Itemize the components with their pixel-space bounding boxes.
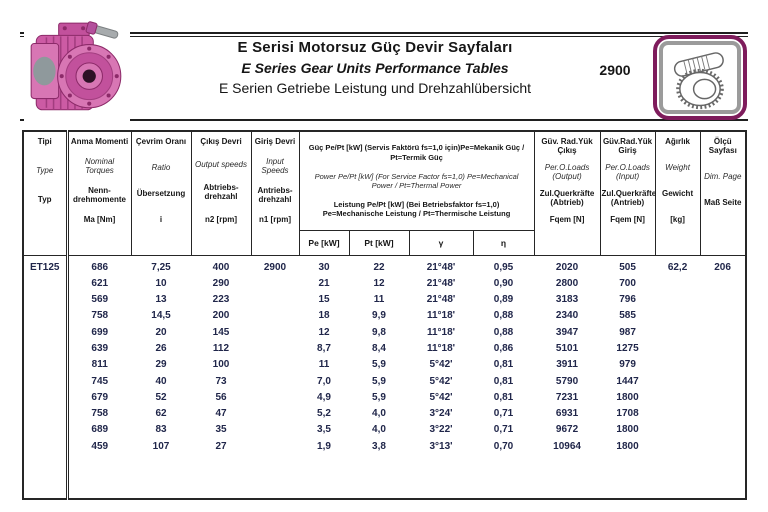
cell-n1 (251, 422, 299, 438)
cell-eta: 0,88 (493, 326, 514, 338)
cell-page (700, 325, 746, 341)
cell-eta: 0,90 (493, 277, 514, 289)
cell-type (23, 455, 67, 499)
cell-ma: 686 (91, 261, 109, 273)
worm-gear-icon (659, 41, 741, 114)
cell-page (700, 390, 746, 406)
col-header-power-group: Güç Pe/Pt [kW] (Servis Faktörü fs=1,0 için)Pe=Mekanik Güç / Pt=Termik Güç Power Pe/Pt [kW] (For Service Factor fs=1,0) Pe=Mechanical Power / Pt=Thermal Power Leistung Pe/Pt [kW] (Bei Betriebsfaktor fs=1,0) Pe=Mechanische Leistung / Pt=Thermische Leistung (299, 131, 534, 231)
cell-fq_in: 1800 (616, 391, 639, 403)
cell-pe: 11 (318, 359, 330, 371)
cell-i: 14,5 (151, 310, 171, 322)
page-title-german: E Serien Getriebe Leistung und Drehzahlübersicht (218, 80, 532, 96)
cell-i: 107 (152, 440, 170, 452)
cell-kg (655, 325, 700, 341)
cell-n2: 112 (212, 342, 230, 354)
cell-n1 (251, 406, 299, 422)
cell-page: 206 (714, 261, 731, 273)
cell-n2: 100 (212, 359, 230, 371)
cell-kg (655, 276, 700, 292)
cell-ma: 639 (91, 342, 109, 354)
cell-n2: 400 (212, 261, 230, 273)
cell-type (23, 341, 67, 357)
col-header-gamma: γ (409, 231, 473, 256)
cell-gamma: 5°42' (429, 391, 453, 403)
worm-gearbox-photo (24, 14, 130, 122)
cell-fq_out: 2340 (555, 310, 579, 322)
cell-pt: 22 (373, 261, 385, 273)
cell-kg (655, 406, 700, 422)
cell-ma: 811 (91, 359, 108, 371)
cell-n1 (251, 374, 299, 390)
col-header-torque: Anma Momenti Nominal Torques Nenn-drehmomente Ma [Nm] (67, 131, 131, 256)
cell-pe (299, 455, 349, 499)
cell-ma: 758 (91, 408, 109, 420)
cell-gamma: 11°18' (426, 310, 456, 322)
cell-pt (349, 455, 409, 499)
cell-n1 (251, 325, 299, 341)
cell-n2: 290 (212, 277, 230, 289)
cell-n2 (191, 455, 251, 499)
cell-type (23, 325, 67, 341)
cell-n2: 56 (215, 391, 227, 403)
cell-n1 (251, 341, 299, 357)
cell-n1 (251, 308, 299, 324)
cell-i: 83 (155, 424, 167, 436)
cell-page (700, 439, 746, 455)
cell-pt: 3,8 (372, 440, 386, 452)
cell-fq_out (534, 455, 600, 499)
cell-kg (655, 292, 700, 308)
table-row (23, 308, 746, 324)
cell-pt: 11 (373, 294, 385, 306)
cell-gamma: 21°48' (426, 277, 456, 289)
worm-gear-badge (653, 35, 747, 120)
cell-fq_out: 7231 (555, 391, 579, 403)
cell-kg (655, 308, 700, 324)
cell-n1 (251, 276, 299, 292)
cell-fq_in: 1275 (616, 342, 639, 354)
cell-ma: 758 (91, 310, 109, 322)
cell-pe: 30 (318, 261, 330, 273)
cell-type (23, 406, 67, 422)
cell-page (700, 357, 746, 373)
cell-i: 29 (155, 359, 167, 371)
cell-n2: 200 (212, 310, 230, 322)
cell-fq_out: 5101 (555, 342, 579, 354)
cell-kg: 62,2 (667, 261, 688, 273)
cell-eta: 0,70 (493, 440, 514, 452)
cell-i: 52 (155, 391, 167, 403)
cell-fq_in: 987 (619, 326, 636, 338)
table-header (23, 131, 746, 256)
cell-ma: 745 (91, 375, 109, 387)
table-row (23, 260, 746, 276)
cell-kg (655, 357, 700, 373)
cell-kg (655, 455, 700, 499)
cell-fq_out: 3911 (556, 359, 578, 371)
page-title-english: E Series Gear Units Performance Tables (241, 60, 509, 76)
cell-kg (655, 439, 700, 455)
cell-pt: 4,0 (372, 424, 386, 436)
cell-fq_in: 700 (619, 277, 636, 289)
cell-fq_out: 6931 (555, 408, 579, 420)
cell-type (23, 357, 67, 373)
cell-ma (67, 455, 131, 499)
cell-pt: 12 (373, 277, 385, 289)
table-filler-row (23, 455, 746, 499)
col-header-eta: η (473, 231, 534, 256)
cell-gamma (409, 455, 473, 499)
cell-i (131, 455, 191, 499)
cell-i: 7,25 (151, 261, 171, 273)
cell-gamma: 3°22' (429, 424, 453, 436)
cell-gamma: 3°13' (429, 440, 453, 452)
cell-gamma: 21°48' (426, 261, 456, 273)
cell-eta: 0,71 (493, 424, 514, 436)
col-header-ratio: Çevrim Oranı Ratio Übersetzung i (131, 131, 191, 256)
cell-eta: 0,81 (493, 375, 514, 387)
table-row (23, 276, 746, 292)
cell-kg (655, 341, 700, 357)
cell-page (700, 406, 746, 422)
col-header-pt: Pt [kW] (349, 231, 409, 256)
cell-eta: 0,89 (493, 294, 514, 306)
cell-pt: 4,0 (372, 408, 386, 420)
page-title-turkish: E Serisi Motorsuz Güç Devir Sayfaları (237, 39, 513, 56)
cell-kg (655, 422, 700, 438)
col-header-pe: Pe [kW] (299, 231, 349, 256)
col-header-radial-load-output: Güv. Rad.Yük Çıkış Per.O.Loads (Output) Zul.Querkräfte (Abtrieb) Fqem [N] (534, 131, 600, 256)
cell-gamma: 21°48' (426, 294, 456, 306)
cell-n2: 35 (215, 424, 227, 436)
col-header-radial-load-input: Güv.Rad.Yük Giriş Per.O.Loads (Input) Zul.Querkräfte (Antrieb) Fqem [N] (600, 131, 655, 256)
cell-pe: 21 (318, 277, 330, 289)
cell-eta: 0,95 (493, 261, 514, 273)
cell-page (700, 422, 746, 438)
cell-page (700, 455, 746, 499)
cell-ma: 689 (91, 424, 109, 436)
cell-pe: 18 (318, 310, 330, 322)
cell-eta: 0,81 (493, 359, 514, 371)
cell-type (23, 439, 67, 455)
cell-pe: 1,9 (317, 440, 331, 452)
cell-pe: 7,0 (317, 375, 331, 387)
cell-ma: 621 (91, 277, 109, 289)
cell-type (23, 422, 67, 438)
cell-n2: 47 (215, 408, 227, 420)
cell-fq_in: 505 (619, 261, 636, 273)
cell-pt: 9,8 (372, 326, 386, 338)
table-row (23, 325, 746, 341)
cell-n1 (251, 439, 299, 455)
col-header-output-speed: Çıkış Devri Output speeds Abtriebs-drehzahl n2 [rpm] (191, 131, 251, 256)
cell-fq_out: 5790 (555, 375, 579, 387)
cell-pt: 9,9 (372, 310, 386, 322)
table-row (23, 390, 746, 406)
table-body (23, 256, 746, 500)
cell-n2: 73 (215, 375, 227, 387)
cell-type: ET125 (23, 260, 67, 276)
cell-page (700, 292, 746, 308)
cell-i: 13 (155, 294, 167, 306)
cell-type (23, 390, 67, 406)
cell-pt: 5,9 (372, 359, 386, 371)
cell-page (700, 374, 746, 390)
cell-type (23, 308, 67, 324)
cell-fq_out: 3183 (555, 294, 579, 306)
cell-eta: 0,81 (493, 391, 514, 403)
cell-fq_in: 1447 (616, 375, 639, 387)
cell-type (23, 276, 67, 292)
cell-fq_in: 1800 (616, 440, 639, 452)
cell-kg (655, 374, 700, 390)
cell-pt: 5,9 (372, 375, 386, 387)
cell-fq_out: 9672 (555, 424, 579, 436)
col-header-type: Tipi Type Typ (23, 131, 67, 256)
cell-pt: 8,4 (372, 342, 386, 354)
cell-fq_out: 3947 (555, 326, 579, 338)
cell-pe: 12 (318, 326, 330, 338)
cell-n1 (251, 292, 299, 308)
cell-gamma: 5°42' (429, 359, 453, 371)
col-header-weight: Ağırlık Weight Gewicht [kg] (655, 131, 700, 256)
table-row (23, 406, 746, 422)
cell-page (700, 276, 746, 292)
cell-fq_in: 585 (619, 310, 636, 322)
table-row (23, 374, 746, 390)
cell-n1 (251, 455, 299, 499)
cell-fq_out: 2020 (555, 261, 579, 273)
cell-eta: 0,88 (493, 310, 514, 322)
cell-n2: 145 (212, 326, 230, 338)
cell-pe: 8,7 (317, 342, 331, 354)
cell-gamma: 5°42' (429, 375, 453, 387)
table-row (23, 357, 746, 373)
cell-n2: 27 (215, 440, 227, 452)
cell-gamma: 3°24' (429, 408, 453, 420)
table-row (23, 439, 746, 455)
cell-n1: 2900 (263, 261, 287, 273)
cell-pe: 3,5 (317, 424, 331, 436)
cell-fq_in: 1708 (616, 408, 639, 420)
cell-eta: 0,71 (493, 408, 514, 420)
cell-i: 26 (155, 342, 167, 354)
cell-gamma: 11°18' (426, 342, 456, 354)
cell-page (700, 308, 746, 324)
table-row (23, 422, 746, 438)
cell-i: 20 (155, 326, 167, 338)
cell-ma: 459 (91, 440, 109, 452)
col-header-input-speed: Giriş Devri Input Speeds Antriebs-drehzahl n1 [rpm] (251, 131, 299, 256)
cell-ma: 699 (91, 326, 109, 338)
cell-kg (655, 390, 700, 406)
cell-fq_in: 979 (619, 359, 636, 371)
title-block (140, 39, 610, 96)
cell-i: 62 (155, 408, 167, 420)
cell-fq_in: 796 (619, 294, 636, 306)
cell-fq_out: 10964 (553, 440, 581, 452)
cell-n2: 223 (212, 294, 230, 306)
col-header-dimension-page: Ölçü Sayfası Dim. Page Maß Seite (700, 131, 746, 256)
cell-pe: 4,9 (317, 391, 331, 403)
cell-type (23, 292, 67, 308)
cell-ma: 569 (91, 294, 109, 306)
cell-type (23, 374, 67, 390)
cell-ma: 679 (91, 391, 109, 403)
performance-table (22, 130, 747, 500)
table-row (23, 341, 746, 357)
table-row (23, 292, 746, 308)
cell-i: 40 (155, 375, 167, 387)
cell-fq_in (600, 455, 655, 499)
cell-pt: 5,9 (372, 391, 386, 403)
cell-eta: 0,86 (493, 342, 514, 354)
cell-pe: 5,2 (317, 408, 331, 420)
cell-n1 (251, 357, 299, 373)
series-code: 2900 (599, 62, 631, 78)
cell-fq_out: 2800 (555, 277, 579, 289)
cell-pe: 15 (318, 294, 330, 306)
cell-gamma: 11°18' (426, 326, 456, 338)
cell-page (700, 341, 746, 357)
cell-n1 (251, 390, 299, 406)
cell-i: 10 (155, 277, 167, 289)
cell-fq_in: 1800 (616, 424, 639, 436)
cell-eta (473, 455, 534, 499)
